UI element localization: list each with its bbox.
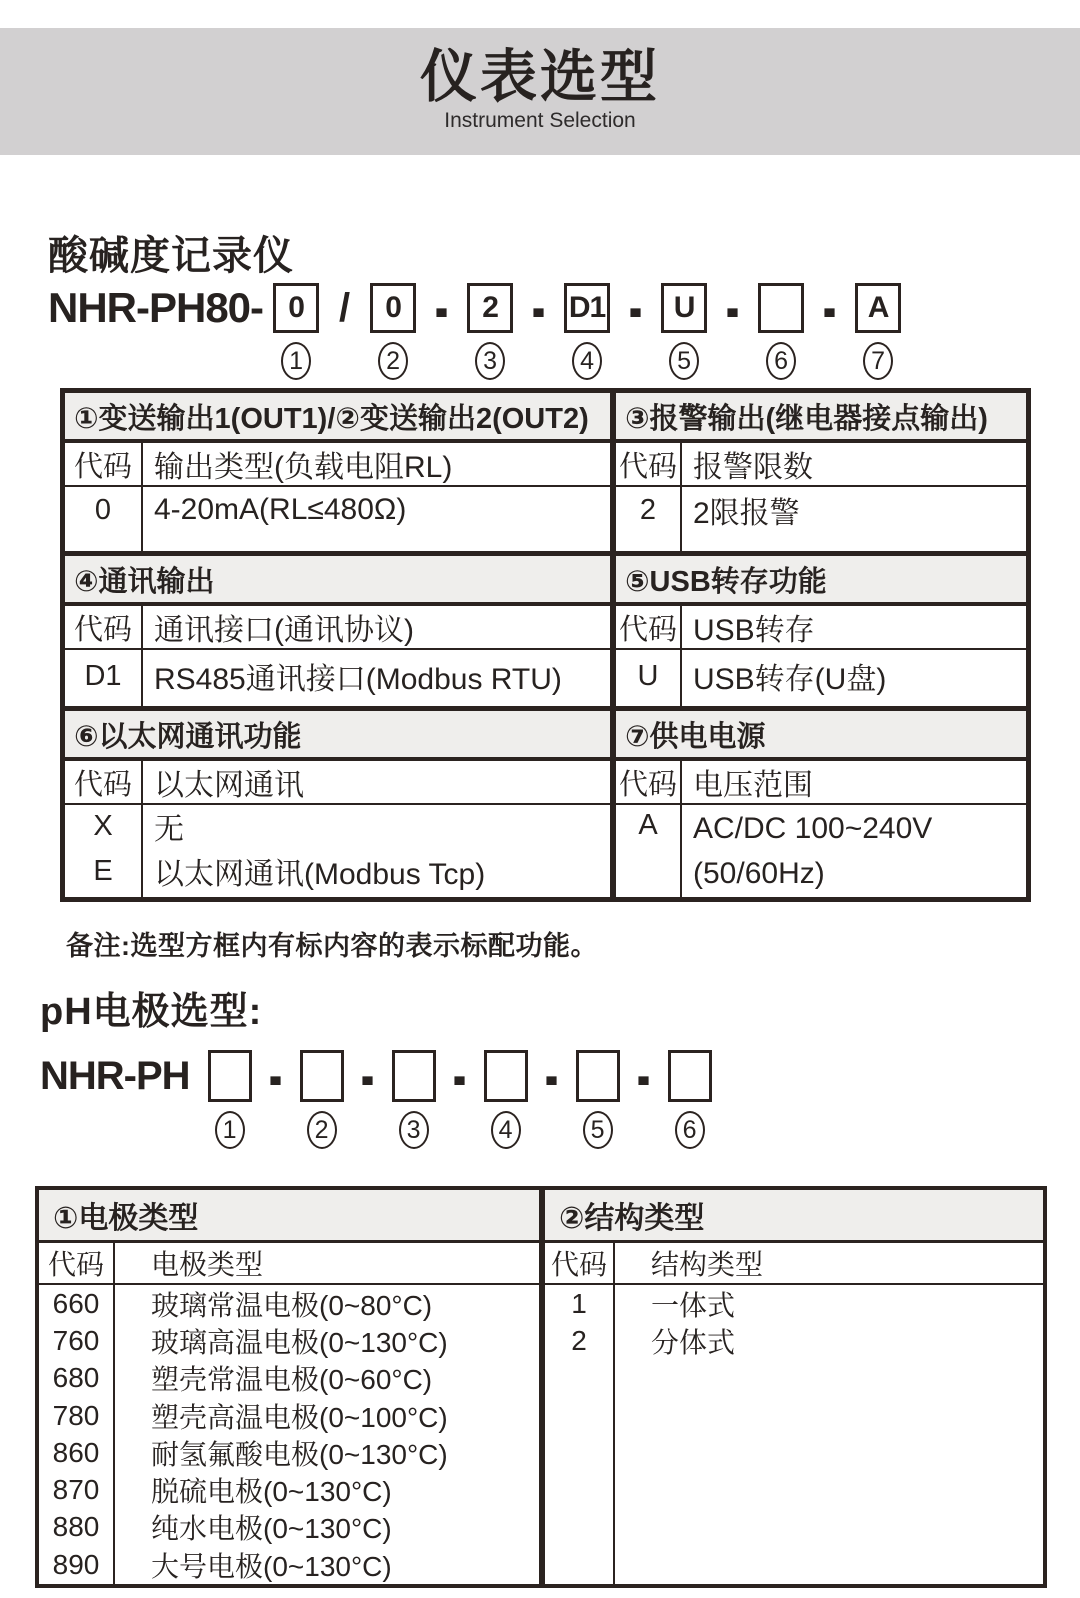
section3-right bbox=[610, 711, 1026, 897]
section-header: ①电极类型 bbox=[39, 1190, 539, 1243]
table-section-1 bbox=[65, 393, 1026, 551]
desc-cell: 大号电极(0~130°C) bbox=[151, 1550, 392, 1582]
code-cell: 780 bbox=[39, 1397, 115, 1434]
page-title: 仪表选型 bbox=[420, 45, 660, 109]
desc-cell: USB转存(U盘) bbox=[693, 663, 887, 696]
separator-dash: - bbox=[531, 267, 546, 347]
option-box-5 bbox=[576, 1050, 620, 1102]
code-cell: X bbox=[65, 805, 143, 847]
code-cell-filler bbox=[39, 1583, 115, 1584]
separator-dash: - bbox=[725, 267, 740, 347]
page-subtitle: Instrument Selection bbox=[444, 109, 636, 132]
separator-dash: - bbox=[360, 1035, 375, 1115]
model-segment-3 bbox=[467, 283, 513, 380]
desc-column-label: 电压范围 bbox=[693, 769, 813, 802]
column-label-row bbox=[39, 1243, 539, 1285]
desc-cell-filler bbox=[143, 895, 610, 897]
code-cell: 890 bbox=[39, 1546, 115, 1583]
code-column-label: 代码 bbox=[65, 443, 143, 485]
table-row bbox=[616, 805, 1026, 897]
position-number-4: 4 bbox=[491, 1111, 521, 1149]
note-text: 备注:选型方框内有标内容的表示标配功能。 bbox=[66, 931, 598, 961]
section-header: ⑦供电电源 bbox=[616, 711, 1026, 761]
table-row bbox=[39, 1397, 539, 1434]
data-rows bbox=[65, 650, 610, 706]
electrode-model-prefix: NHR-PH bbox=[40, 1054, 190, 1098]
table-section-3 bbox=[65, 706, 1026, 897]
desc-cell: 2限报警 bbox=[693, 497, 800, 530]
option-box-5: U bbox=[661, 283, 707, 333]
model-segment-5 bbox=[576, 1050, 620, 1149]
section-header: ④通讯输出 bbox=[65, 556, 610, 606]
row-filler bbox=[65, 533, 610, 551]
position-number-1: 1 bbox=[215, 1111, 245, 1149]
code-cell: 870 bbox=[39, 1471, 115, 1508]
column-label-row bbox=[616, 606, 1026, 650]
recorder-model-prefix: NHR-PH80- bbox=[48, 284, 264, 331]
product-name: 酸碱度记录仪 bbox=[48, 234, 294, 278]
separator-dash: - bbox=[452, 1035, 467, 1115]
data-rows bbox=[65, 805, 610, 897]
option-box-6 bbox=[668, 1050, 712, 1102]
section2-left bbox=[65, 556, 610, 706]
section3-left bbox=[65, 711, 610, 897]
code-cell: 880 bbox=[39, 1509, 115, 1546]
model-segment-4 bbox=[484, 1050, 528, 1149]
section-header: ⑥以太网通讯功能 bbox=[65, 711, 610, 761]
column-label-row bbox=[545, 1243, 1043, 1285]
code-cell-filler bbox=[616, 533, 682, 551]
separator-dash: - bbox=[434, 267, 449, 347]
table-row bbox=[39, 1509, 539, 1546]
row-filler bbox=[545, 1360, 1043, 1584]
position-number-7: 7 bbox=[863, 342, 893, 380]
table-row bbox=[39, 1546, 539, 1583]
desc-cell: 4-20mA(RL≤480Ω) bbox=[154, 493, 407, 526]
option-box-1 bbox=[208, 1050, 252, 1102]
position-number-3: 3 bbox=[399, 1111, 429, 1149]
desc-cell: 脱硫电极(0~130°C) bbox=[151, 1476, 392, 1508]
position-number-6: 6 bbox=[766, 342, 796, 380]
option-box-4: D1 bbox=[564, 283, 610, 333]
model-segment-2 bbox=[300, 1050, 344, 1149]
code-cell-filler bbox=[616, 702, 682, 706]
desc-line-1: AC/DC 100~240V bbox=[693, 812, 933, 845]
table-row bbox=[39, 1322, 539, 1359]
code-column-label: 代码 bbox=[616, 761, 682, 803]
separator-slash: / bbox=[338, 285, 351, 330]
code-cell: E bbox=[65, 847, 143, 895]
electrode-model-line bbox=[40, 1035, 712, 1149]
column-label-row bbox=[616, 761, 1026, 805]
data-rows bbox=[65, 487, 610, 551]
data-rows bbox=[616, 487, 1026, 551]
table-row bbox=[65, 487, 610, 533]
model-segment-1 bbox=[273, 283, 319, 380]
desc-column-label: 电极类型 bbox=[151, 1249, 264, 1280]
desc-cell-filler bbox=[115, 1583, 539, 1584]
position-number-6: 6 bbox=[675, 1111, 705, 1149]
table-row bbox=[545, 1322, 1043, 1359]
position-number-1: 1 bbox=[281, 342, 311, 380]
model-segment-1 bbox=[208, 1050, 252, 1149]
section2-right bbox=[610, 556, 1026, 706]
table-row bbox=[545, 1285, 1043, 1322]
row-filler bbox=[616, 702, 1026, 706]
option-box-6 bbox=[758, 283, 804, 333]
data-rows bbox=[39, 1285, 539, 1584]
instrument-selection-table bbox=[60, 388, 1031, 902]
code-cell: 1 bbox=[545, 1285, 615, 1322]
option-box-1: 0 bbox=[273, 283, 319, 333]
recorder-model-line bbox=[48, 267, 901, 380]
desc-cell: 一体式 bbox=[651, 1289, 736, 1321]
desc-cell: 无 bbox=[154, 813, 184, 846]
electrode-table-left bbox=[39, 1190, 539, 1584]
electrode-selection-title: pH电极选型: bbox=[40, 991, 263, 1033]
desc-cell: 玻璃常温电极(0~80°C) bbox=[151, 1289, 433, 1321]
position-number-5: 5 bbox=[583, 1111, 613, 1149]
position-number-5: 5 bbox=[669, 342, 699, 380]
table-row bbox=[39, 1434, 539, 1471]
option-box-2 bbox=[300, 1050, 344, 1102]
desc-cell-filler bbox=[615, 1360, 1043, 1584]
code-column-label: 代码 bbox=[65, 606, 143, 648]
code-cell: 0 bbox=[65, 487, 143, 533]
data-rows bbox=[616, 805, 1026, 897]
desc-cell: 纯水电极(0~130°C) bbox=[151, 1513, 392, 1545]
electrode-table-right bbox=[539, 1190, 1043, 1584]
column-label-row bbox=[65, 443, 610, 487]
page-banner bbox=[0, 28, 1080, 155]
code-cell-filler bbox=[65, 533, 143, 551]
row-filler bbox=[65, 702, 610, 706]
model-segment-2 bbox=[370, 283, 416, 380]
desc-column-label: 以太网通讯 bbox=[154, 769, 304, 802]
code-cell: 760 bbox=[39, 1322, 115, 1359]
desc-line-2: (50/60Hz) bbox=[693, 857, 825, 890]
code-cell: 860 bbox=[39, 1434, 115, 1471]
table-row bbox=[39, 1471, 539, 1508]
separator-dash: - bbox=[636, 1035, 651, 1115]
column-label-row bbox=[616, 443, 1026, 487]
desc-cell-filler bbox=[143, 702, 610, 706]
model-segment-4 bbox=[564, 283, 610, 380]
table-section-2 bbox=[65, 551, 1026, 706]
position-number-4: 4 bbox=[572, 342, 602, 380]
desc-column-label: 通讯接口(通讯协议) bbox=[154, 614, 414, 647]
row-filler bbox=[616, 533, 1026, 551]
column-label-row bbox=[65, 761, 610, 805]
desc-cell: RS485通讯接口(Modbus RTU) bbox=[154, 663, 562, 696]
separator-dash: - bbox=[268, 1035, 283, 1115]
code-column-label: 代码 bbox=[545, 1243, 615, 1283]
code-column-label: 代码 bbox=[39, 1243, 115, 1283]
code-cell: A bbox=[616, 805, 682, 897]
table-row bbox=[616, 650, 1026, 702]
data-rows bbox=[545, 1285, 1043, 1584]
option-box-7: A bbox=[855, 283, 901, 333]
column-label-row bbox=[65, 606, 610, 650]
model-segment-7 bbox=[855, 283, 901, 380]
desc-cell: 塑壳常温电极(0~60°C) bbox=[151, 1364, 433, 1396]
position-number-2: 2 bbox=[307, 1111, 337, 1149]
table-row bbox=[65, 847, 610, 895]
code-column-label: 代码 bbox=[616, 443, 682, 485]
row-filler bbox=[39, 1583, 539, 1584]
code-column-label: 代码 bbox=[65, 761, 143, 803]
desc-column-label: 输出类型(负载电阻RL) bbox=[154, 451, 453, 484]
model-segment-5 bbox=[661, 283, 707, 380]
row-filler bbox=[65, 895, 610, 897]
option-box-3 bbox=[392, 1050, 436, 1102]
code-cell: U bbox=[616, 650, 682, 702]
electrode-selection-table bbox=[35, 1186, 1047, 1588]
desc-cell-filler bbox=[682, 533, 1026, 551]
separator-dash: - bbox=[822, 267, 837, 347]
code-cell: 660 bbox=[39, 1285, 115, 1322]
code-cell-filler bbox=[65, 895, 143, 897]
section1-left bbox=[65, 393, 610, 551]
desc-cell bbox=[682, 805, 1026, 897]
table-row bbox=[65, 650, 610, 702]
option-box-4 bbox=[484, 1050, 528, 1102]
desc-cell: 玻璃高温电极(0~130°C) bbox=[151, 1326, 448, 1358]
section-header: ①变送输出1(OUT1)/②变送输出2(OUT2) bbox=[65, 393, 610, 443]
section1-right bbox=[610, 393, 1026, 551]
section-header: ③报警输出(继电器接点输出) bbox=[616, 393, 1026, 443]
table-row bbox=[65, 805, 610, 847]
desc-cell: 以太网通讯(Modbus Tcp) bbox=[154, 858, 486, 891]
code-cell: D1 bbox=[65, 650, 143, 702]
data-rows bbox=[616, 650, 1026, 706]
desc-cell-filler bbox=[143, 533, 610, 551]
desc-cell: 塑壳高温电极(0~100°C) bbox=[151, 1401, 448, 1433]
option-box-2: 0 bbox=[370, 283, 416, 333]
table-row bbox=[39, 1360, 539, 1397]
model-segment-6 bbox=[668, 1050, 712, 1149]
table-row bbox=[39, 1285, 539, 1322]
desc-column-label: 结构类型 bbox=[651, 1249, 764, 1280]
position-number-3: 3 bbox=[475, 342, 505, 380]
table-row bbox=[616, 487, 1026, 533]
position-number-2: 2 bbox=[378, 342, 408, 380]
code-cell: 680 bbox=[39, 1360, 115, 1397]
model-segment-3 bbox=[392, 1050, 436, 1149]
code-cell: 2 bbox=[545, 1322, 615, 1359]
separator-dash: - bbox=[544, 1035, 559, 1115]
code-column-label: 代码 bbox=[616, 606, 682, 648]
option-box-3: 2 bbox=[467, 283, 513, 333]
desc-cell-filler bbox=[682, 702, 1026, 706]
model-segment-6 bbox=[758, 283, 804, 380]
desc-column-label: USB转存 bbox=[693, 614, 815, 647]
code-cell-filler bbox=[65, 702, 143, 706]
desc-cell: 耐氢氟酸电极(0~130°C) bbox=[151, 1438, 448, 1470]
desc-column-label: 报警限数 bbox=[693, 451, 813, 484]
code-cell-filler bbox=[545, 1360, 615, 1584]
section-header: ⑤USB转存功能 bbox=[616, 556, 1026, 606]
separator-dash: - bbox=[628, 267, 643, 347]
code-cell: 2 bbox=[616, 487, 682, 533]
section-header: ②结构类型 bbox=[545, 1190, 1043, 1243]
desc-cell: 分体式 bbox=[651, 1326, 736, 1358]
